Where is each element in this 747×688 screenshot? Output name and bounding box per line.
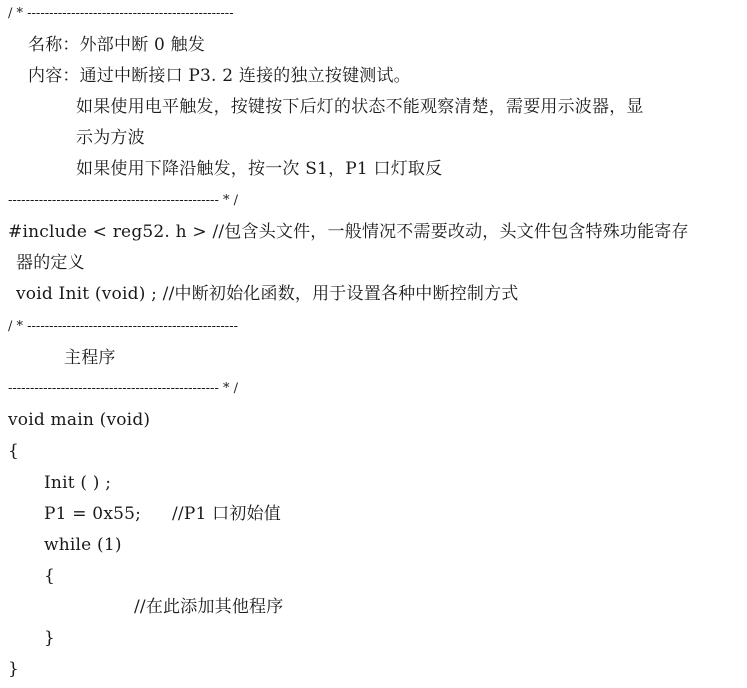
while-close-brace: } <box>44 628 56 648</box>
comment-close-rule-1: ------------------------------------------------ * / <box>8 193 238 208</box>
comment-falling-edge-line: 如果使用下降沿触发，按一次 S1，P1 口灯取反 <box>76 159 443 179</box>
comment-content-line: 内容：通过中断接口 P3. 2 连接的独立按键测试。 <box>28 66 411 86</box>
comment-level-trigger-line: 如果使用电平触发，按键按下后灯的状态不能观察清楚，需要用示波器，显 <box>76 97 644 117</box>
init-declaration-line: void Init (void) ; //中断初始化函数，用于设置各种中断控制方式 <box>16 284 519 304</box>
main-open-brace: { <box>8 441 20 461</box>
main-program-heading: 主程序 <box>64 348 116 368</box>
comment-name-line: 名称：外部中断 0 触发 <box>28 35 206 55</box>
init-call-line: Init ( ) ; <box>44 473 112 493</box>
while-open-brace: { <box>44 566 56 586</box>
comment-open-rule-2: / * ------------------------------------------------ <box>8 319 238 334</box>
comment-square-wave-line: 示为方波 <box>76 128 145 148</box>
include-line: #include < reg52. h > //包含头文件，一般情况不需要改动，头文件包含特殊功能寄存 <box>8 222 689 242</box>
comment-close-rule-2: ------------------------------------------------ * / <box>8 381 238 396</box>
main-close-brace: } <box>8 659 20 679</box>
comment-open-rule-1: / * ----------------------------------------------- <box>8 6 234 21</box>
add-program-comment: //在此添加其他程序 <box>134 597 284 617</box>
p1-assign-line: P1 = 0x55; <box>44 504 142 524</box>
main-signature-line: void main (void) <box>8 410 151 430</box>
p1-assign-comment: //P1 口初始值 <box>172 504 281 524</box>
while-line: while (1) <box>44 535 122 555</box>
include-line-wrap: 器的定义 <box>16 253 85 273</box>
